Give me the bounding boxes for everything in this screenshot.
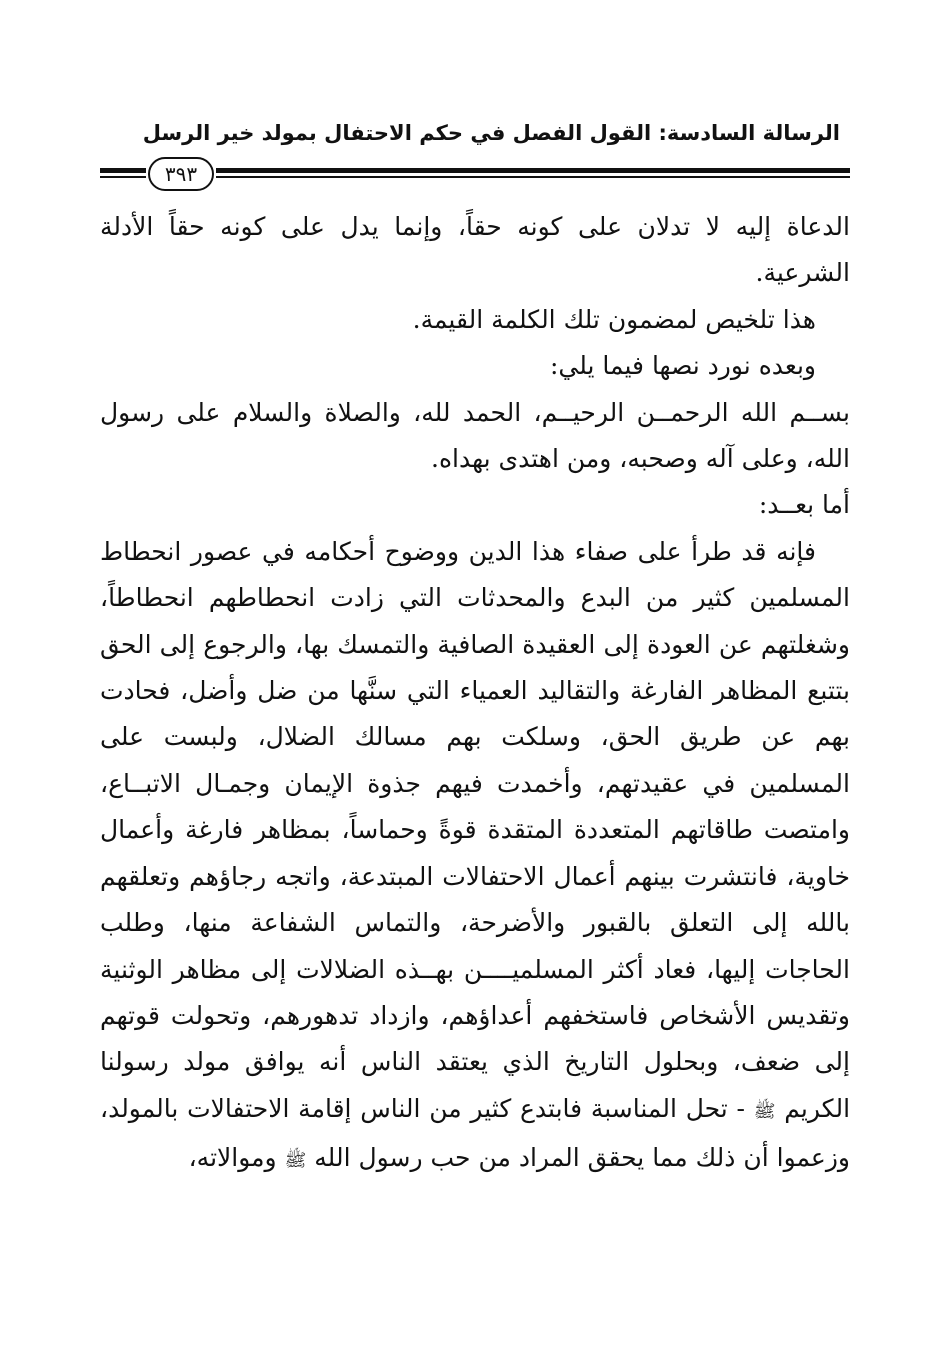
paragraph-summary-note: هذا تلخيص لمضمون تلك الكلمة القيمة. <box>412 304 816 334</box>
main-text-part-2: - تحل المناسبة فابتدع كثير من الناس إقامة الاحتفالات بالمولد، وزعموا أن ذلك مما يحقق المراد من حب رسول الله <box>100 1093 850 1173</box>
paragraph-basmala: بســم الله الرحمــن الرحيــم، الحمد لله، والصلاة والسلام على رسول الله، وعلى آله وصحبه، ومن اهتدى بهداه. <box>100 397 850 474</box>
header-rule-left <box>100 168 146 173</box>
header-rule-right <box>216 168 850 173</box>
paragraph-continuation: الدعاة إليه لا تدلان على كونه حقاً، وإنما يدل على كونه حقاً الأدلة الشرعية. <box>100 212 850 288</box>
salawat-symbol: ﷺ <box>753 1100 776 1122</box>
main-text-part-3: وموالاته، <box>188 1143 277 1173</box>
header-rule-left-thin <box>100 176 146 178</box>
paragraph-intro-text: وبعده نورد نصها فيما يلي: <box>549 351 816 381</box>
paragraph-main <box>100 529 850 1185</box>
page-body <box>100 204 850 1185</box>
paragraph-amma-bad: أما بعــد: <box>758 490 850 520</box>
salawat-symbol: ﷺ <box>284 1150 307 1172</box>
page-number: ٣٩٣ <box>148 157 214 191</box>
main-text-part-1: فإنه قد طرأ على صفاء هذا الدين ووضوح أحكامه في عصور انحطاط المسلمين كثير من البدع والمحدثات التي زادت انحطاطهم انحطاطاً، وشغلتهم عن العودة إلى العقيدة الصافية والتمسك بها، والرجوع إلى الحق بتتبع المظاهر الفارغة والتقاليد العمياء التي سنَّها من ضل وأضل، فحادت بهم عن طريق الحق، وسلكت بهم مسالك الضلال، ولبست على المسلمين في عقيدتهم، وأخمدت فيهم جذوة الإيمان وجمـال الاتبــاع، وامتصت طاقاتهم المتعددة المتقدة قوةً وحماساً، بمظاهر فارغة وأعمال خاوية، فانتشرت بينهم أعمال الاحتفالات المبتدعة، واتجه رجاؤهم وتعلقهم بالله إلى التعلق بالقبور والأضرحة، والتماس الشفاعة منها، وطلب الحاجات إليها، فعاد أكثر المسلميــــن بهــذه الضلالات إلى مظاهر الوثنية وتقديس الأشخاص فاستخفهم أعداؤهم، وازداد تدهورهم، وتحولت قوتهم إلى ضعف، وبحلول التاريخ الذي يعتقد الناس أنه يوافق مولد رسولنا الكريم <box>100 536 851 1123</box>
running-header: الرسالة السادسة: القول الفصل في حكم الاحتفال بمولد خير الرسل <box>142 121 840 145</box>
header-rule-right-thin <box>216 176 850 178</box>
